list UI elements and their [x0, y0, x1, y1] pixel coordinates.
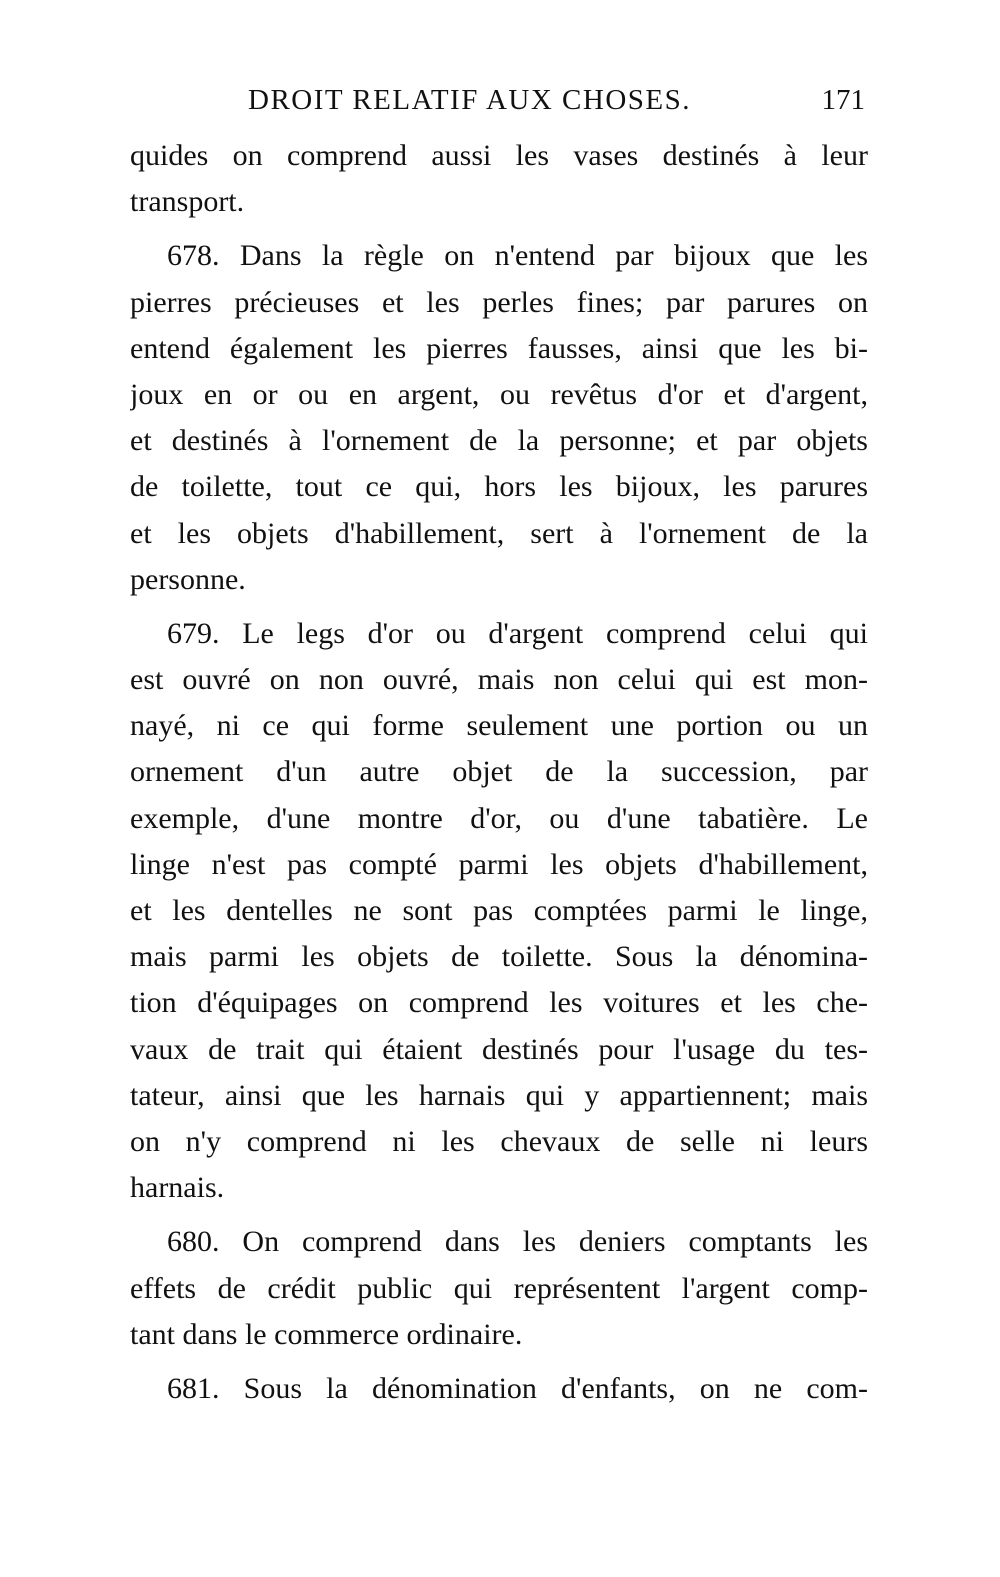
text-line: 678. Dans la règle on n'entend par bijoux que les	[167, 239, 868, 273]
text-line: et destinés à l'ornement de la personne; et par objets	[130, 424, 868, 458]
text-line: effets de crédit public qui représentent l'argent comp-	[130, 1271, 868, 1305]
text-line: nayé, ni ce qui forme seulement une portion ou un	[130, 709, 868, 743]
text-line: 680. On comprend dans les deniers comptants les	[167, 1225, 868, 1259]
text-line: quides on comprend aussi les vases destinés à leur	[130, 139, 868, 172]
text-line: de toilette, tout ce qui, hors les bijoux, les parures	[130, 470, 868, 504]
paragraph-678	[130, 233, 868, 603]
body-text	[130, 133, 868, 1412]
paragraph-679	[130, 611, 868, 1211]
running-head	[130, 84, 865, 124]
text-line: pierres précieuses et les perles fines; par parures on	[130, 285, 868, 319]
text-line: ornement d'un autre objet de la succession, par	[130, 755, 868, 789]
text-line: entend également les pierres fausses, ainsi que les bi-	[130, 331, 868, 365]
text-line: vaux de trait qui étaient destinés pour l'usage du tes-	[130, 1032, 868, 1066]
text-line: et les dentelles ne sont pas comptées parmi le linge,	[130, 894, 868, 927]
text-line: est ouvré on non ouvré, mais non celui qui est mon-	[130, 663, 868, 697]
text-line: mais parmi les objets de toilette. Sous la dénomina-	[130, 940, 868, 974]
paragraph-continuation	[130, 133, 868, 225]
paragraph-681	[130, 1366, 868, 1412]
text-line: tant dans le commerce ordinaire.	[130, 1317, 523, 1351]
paragraph-680	[130, 1219, 868, 1358]
text-line: harnais.	[130, 1171, 225, 1205]
text-line: linge n'est pas compté parmi les objets d'habillement,	[130, 847, 868, 881]
text-line: 681. Sous la dénomination d'enfants, on ne com-	[167, 1371, 868, 1405]
text-line: exemple, d'une montre d'or, ou d'une tabatière. Le	[130, 801, 868, 835]
text-line: transport.	[130, 185, 245, 219]
text-line: tateur, ainsi que les harnais qui y appartiennent; mais	[130, 1078, 868, 1112]
text-line: 679. Le legs d'or ou d'argent comprend celui qui	[167, 616, 868, 650]
text-line: personne.	[130, 562, 246, 596]
running-title: DROIT RELATIF AUX CHOSES.	[248, 84, 692, 116]
text-line: joux en or ou en argent, ou revêtus d'or et d'argent,	[130, 377, 868, 411]
page-number: 171	[821, 84, 865, 116]
text-line: et les objets d'habillement, sert à l'ornement de la	[130, 516, 868, 550]
text-line: tion d'équipages on comprend les voitures et les che-	[130, 986, 868, 1020]
text-line: on n'y comprend ni les chevaux de selle ni leurs	[130, 1124, 868, 1158]
